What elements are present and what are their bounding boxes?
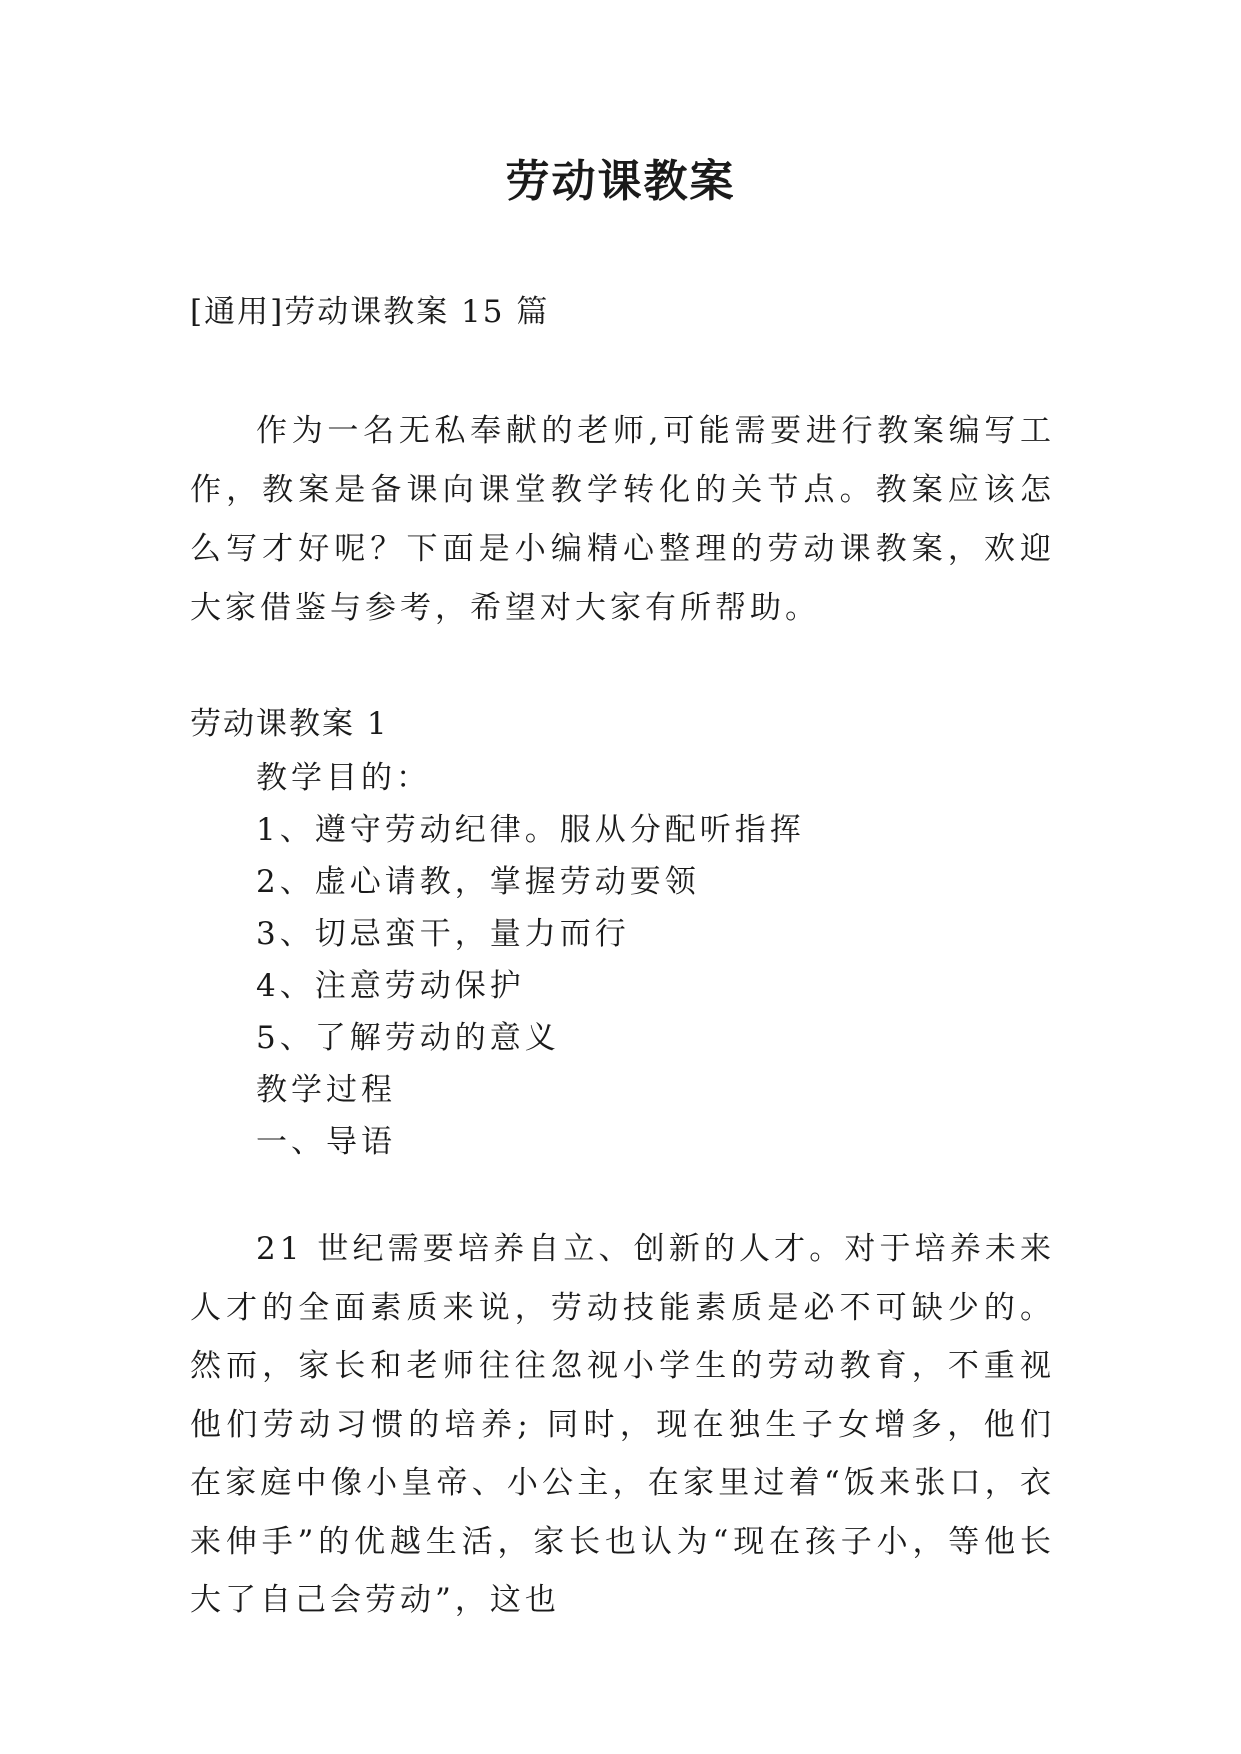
body-paragraph: 21 世纪需要培养自立、创新的人才。对于培养未来人才的全面素质来说，劳动技能素质是必不可缺少的。然而，家长和老师往往忽视小学生的劳动教育，不重视他们劳动习惯的培养; 同时，现在独生子女增多，他们在家庭中像小皇帝、小公主，在家里过着“饭来张口，衣来伸手”的优越生活，家长也认为“现在孩子小，等他长大了自己会劳动”，这也 bbox=[190, 1231, 1055, 1618]
list-item: 3、切忌蛮干，量力而行 bbox=[256, 916, 630, 952]
intro-paragraph: 作为一名无私奉献的老师,可能需要进行教案编写工作，教案是备课向课堂教学转化的关节点。教案应该怎么写才好呢？下面是小编精心整理的劳动课教案，欢迎大家借鉴与参考，希望对大家有所帮助。 bbox=[190, 413, 1055, 626]
teaching-process-heading: 教学过程 bbox=[256, 1072, 396, 1108]
list-item: 5、了解劳动的意义 bbox=[256, 1020, 560, 1056]
document-subtitle: [通用]劳动课教案 15 篇 bbox=[190, 294, 550, 330]
list-item: 2、虚心请教，掌握劳动要领 bbox=[256, 864, 700, 900]
list-item: 1、遵守劳动纪律。服从分配听指挥 bbox=[256, 812, 805, 848]
list-item: 4、注意劳动保护 bbox=[256, 968, 525, 1004]
section-heading: 劳动课教案 1 bbox=[190, 706, 389, 742]
teaching-goal-heading: 教学目的： bbox=[256, 760, 431, 796]
document-title: 劳动课教案 bbox=[505, 156, 736, 207]
subsection-heading: 一、导语 bbox=[256, 1124, 396, 1160]
